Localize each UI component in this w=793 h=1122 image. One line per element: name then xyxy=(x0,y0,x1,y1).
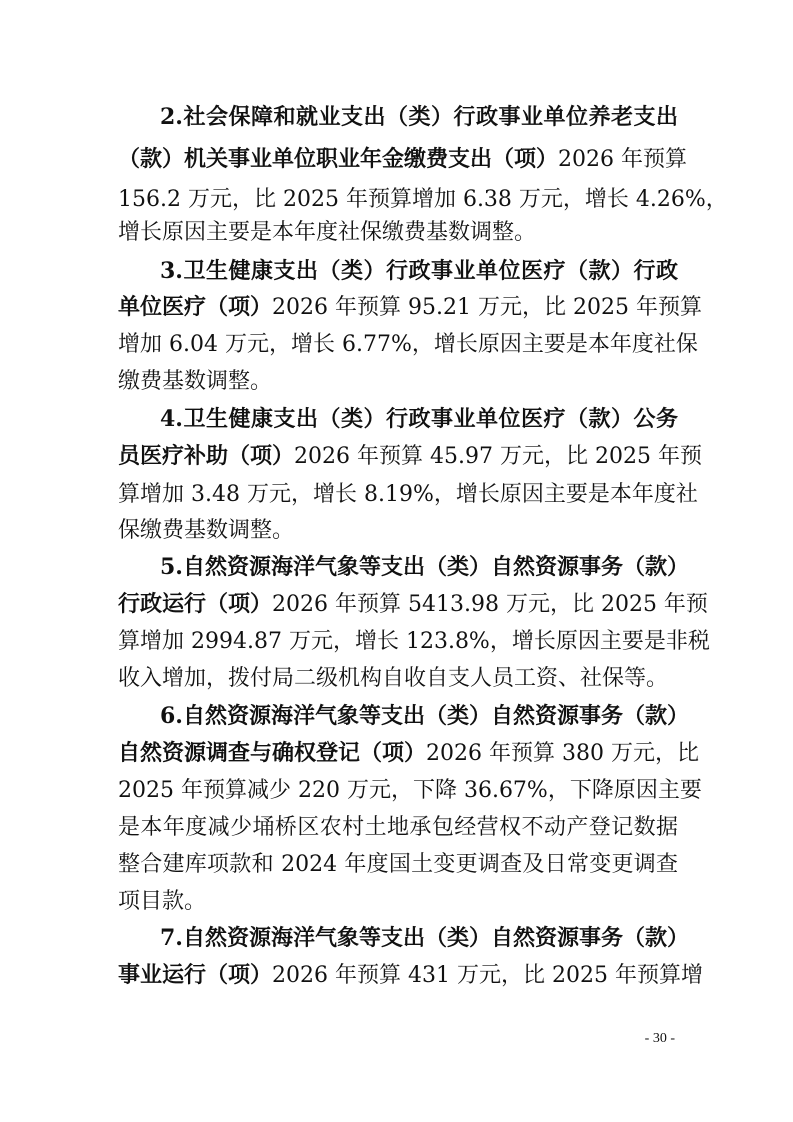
paragraph-4-heading: 员医疗补助（项） xyxy=(118,443,295,469)
paragraph-4-heading: 4.卫生健康支出（类）行政事业单位医疗（款）公务 xyxy=(160,406,678,432)
paragraph-2-line-2 xyxy=(118,139,687,179)
paragraph-6-heading: 6.自然资源海洋气象等支出（类）自然资源事务（款） xyxy=(160,703,689,729)
paragraph-7-line-2 xyxy=(118,955,703,995)
paragraph-7-text: 2026 年预算 431 万元，比 2025 年预算增 xyxy=(272,963,703,988)
paragraph-4-line-2 xyxy=(118,436,702,476)
paragraph-3-line-3 xyxy=(118,324,698,364)
paragraph-6-line-3 xyxy=(118,770,702,810)
paragraph-2-heading: 2.社会保障和就业支出（类）行政事业单位养老支出 xyxy=(160,104,678,130)
paragraph-3-line-2 xyxy=(118,287,702,327)
paragraph-4-text: 2026 年预算 45.97 万元，比 2025 年预 xyxy=(294,444,702,469)
paragraph-5-heading: 5.自然资源海洋气象等支出（类）自然资源事务（款） xyxy=(160,554,689,580)
paragraph-2-line-4 xyxy=(118,212,678,252)
paragraph-2-text: 2026 年预算 xyxy=(558,147,687,172)
paragraph-4-line-4 xyxy=(118,510,678,550)
paragraph-3-text: 增加 6.04 万元，增长 6.77%，增长原因主要是本年度社保 xyxy=(118,332,698,357)
paragraph-5-line-4 xyxy=(118,658,678,698)
paragraph-5-line-2 xyxy=(118,584,708,624)
paragraph-2-heading: （款）机关事业单位职业年金缴费支出（项） xyxy=(118,146,559,172)
paragraph-7-heading: 7.自然资源海洋气象等支出（类）自然资源事务（款） xyxy=(160,925,689,951)
paragraph-6-heading: 自然资源调查与确权登记（项） xyxy=(118,740,427,766)
paragraph-4-text: 保缴费基数调整。 xyxy=(118,518,295,543)
paragraph-4-line-3 xyxy=(118,474,698,514)
paragraph-2-line-1 xyxy=(160,97,678,137)
paragraph-3-text: 缴费基数调整。 xyxy=(118,369,273,394)
page-number: - 30 - xyxy=(644,1031,675,1046)
paragraph-6-line-2 xyxy=(118,733,699,773)
paragraph-3-line-1 xyxy=(160,251,678,291)
paragraph-5-text: 2026 年预算 5413.98 万元，比 2025 年预 xyxy=(272,592,708,617)
paragraph-6-text: 2025 年预算减少 220 万元，下降 36.67%，下降原因主要 xyxy=(118,778,702,803)
paragraph-6-line-4 xyxy=(118,807,678,847)
paragraph-6-text: 整合建库项款和 2024 年度国土变更调查及日常变更调查 xyxy=(118,852,678,877)
paragraph-5-text: 算增加 2994.87 万元，增长 123.8%，增长原因主要是非税 xyxy=(118,629,710,654)
paragraph-4-text: 算增加 3.48 万元，增长 8.19%，增长原因主要是本年度社 xyxy=(118,482,698,507)
paragraph-6-line-1 xyxy=(160,696,689,736)
paragraph-3-text: 2026 年预算 95.21 万元，比 2025 年预算 xyxy=(272,295,702,320)
paragraph-2-text: 156.2 万元，比 2025 年预算增加 6.38 万元，增长 4.26%， xyxy=(118,187,728,212)
paragraph-6-text: 2026 年预算 380 万元，比 xyxy=(426,741,699,766)
paragraph-6-line-5 xyxy=(118,844,678,884)
paragraph-7-line-1 xyxy=(160,918,689,958)
paragraph-2-text: 增长原因主要是本年度社保缴费基数调整。 xyxy=(118,220,537,245)
paragraph-3-heading: 3.卫生健康支出（类）行政事业单位医疗（款）行政 xyxy=(160,258,678,284)
paragraph-4-line-1 xyxy=(160,399,678,439)
paragraph-6-text: 项目款。 xyxy=(118,889,207,914)
paragraph-3-heading: 单位医疗（项） xyxy=(118,294,273,320)
paragraph-5-line-1 xyxy=(160,547,689,587)
paragraph-7-heading: 事业运行（项） xyxy=(118,962,273,988)
paragraph-6-text: 是本年度减少埇桥区农村土地承包经营权不动产登记数据 xyxy=(118,815,678,840)
paragraph-5-text: 收入增加，拨付局二级机构自收自支人员工资、社保等。 xyxy=(118,666,669,691)
paragraph-3-line-4 xyxy=(118,361,678,401)
paragraph-5-line-3 xyxy=(118,621,710,661)
paragraph-6-line-6 xyxy=(118,881,678,921)
paragraph-5-heading: 行政运行（项） xyxy=(118,591,273,617)
